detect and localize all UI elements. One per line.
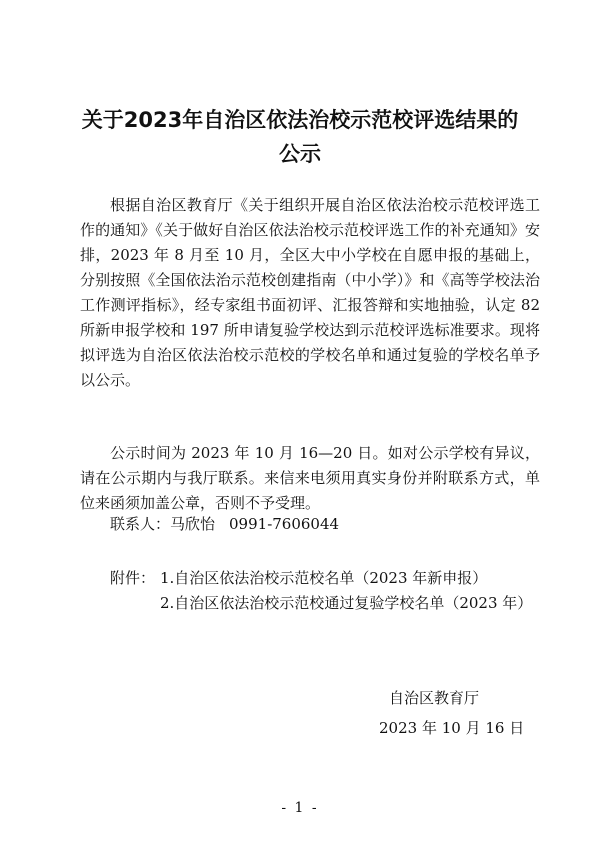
page-number: - 1 -: [281, 800, 319, 816]
attachment-item-2: 2.自治区依法治校示范校通过复验学校名单（2023 年）: [160, 594, 533, 612]
signature-date: 2023 年 10 月 16 日: [379, 719, 525, 737]
contact-person: 联系人：马欣怡: [110, 515, 216, 533]
document-title: [60, 103, 540, 171]
body-paragraph-1: 根据自治区教育厅《关于组织开展自治区依法治校示范校评选工作的通知》《关于做好自治区依法治校示范校评选工作的补充通知》安排，2023 年 8 月至 10 月，全区大中小学校在自愿申报的基础上，分别按照《全国依法治示范校创建指南（中小学）》和《高等学校法治工作测评指标》，经专家组书面初评、汇报答辩和实地抽验，认定 82 所新申报学校和 197 所申请复验学校达到示范校评选标准要求。现将拟评选为自治区依法治校示范校的学校名单和通过复验的学校名单予以公示。: [80, 196, 540, 389]
contact-phone: 0991-7606044: [229, 515, 340, 533]
attachment-item-1: 1.自治区依法治校示范校名单（2023 年新申报）: [160, 569, 488, 587]
title-line-1: 关于2023年自治区依法治校示范校评选结果的: [81, 108, 519, 132]
attachments-label: 附件：: [110, 569, 156, 587]
attachment-item: [110, 591, 532, 616]
body-paragraph-2: 公示时间为 2023 年 10 月 16—20 日。如对公示学校有异议，请在公示期内与我厅联系。来信来电须用真实身份并附联系方式，单位来函须加盖公章，否则不予受理。: [80, 444, 540, 512]
title-line-2: 公示: [279, 142, 321, 166]
attachment-item: [110, 566, 532, 591]
contact-line: [110, 512, 339, 537]
attachments-list: [110, 566, 532, 616]
signature-organization: 自治区教育厅: [389, 689, 480, 707]
